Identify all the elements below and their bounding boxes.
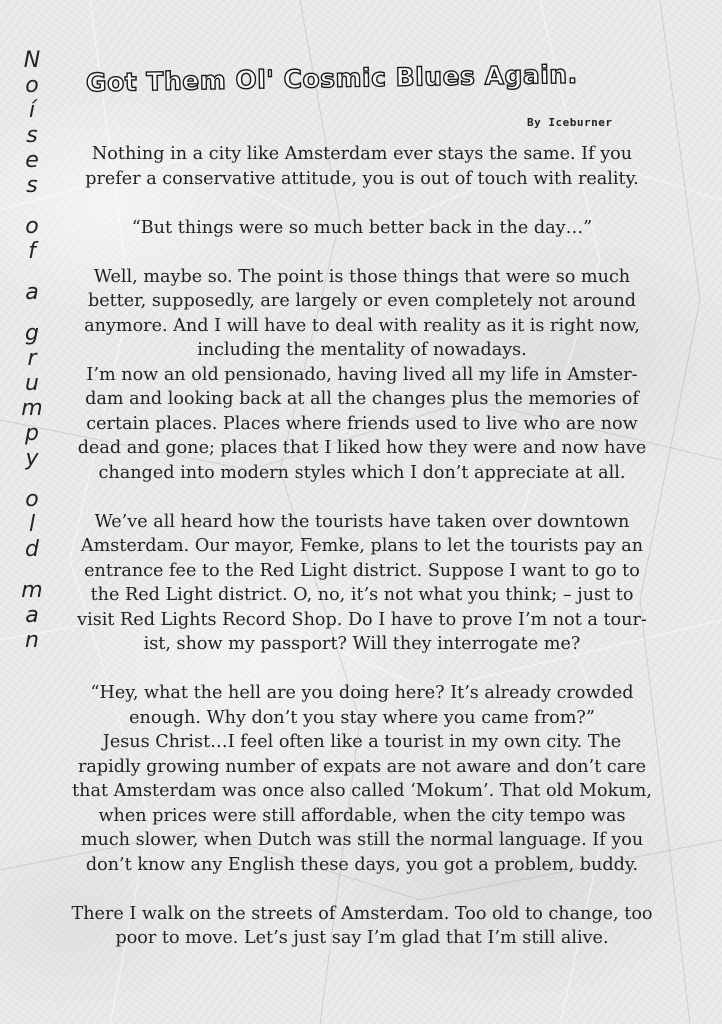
vertical-title-letter: l [28, 512, 36, 537]
vertical-title-letter: d [25, 537, 39, 562]
body-paragraph: Well, maybe so. The point is those things that were so much better, supposedly, are largely or even completely not around anymore. And I will have to deal with reality as it is right now, including the mentality of nowadays. I’m now an old pensionado, having lived all my life in Amster- dam and looking back at all the changes plus the memories of certain places. Places where friends used to live who are now dead and gone; places that I liked how they were and now have changed into modern styles which I don’t appreciate at all. [77, 266, 647, 483]
vertical-title-letter: m [21, 578, 43, 603]
vertical-title-letter: o [25, 73, 39, 98]
vertical-title-letter: a [25, 603, 39, 628]
paragraph-spacer [56, 877, 668, 902]
vertical-title-letter: g [25, 321, 39, 346]
vertical-title-letter: m [21, 396, 43, 421]
vertical-title-letter: y [25, 446, 39, 471]
vertical-title-letter: u [25, 371, 39, 396]
paragraph-spacer [56, 485, 668, 510]
vertical-title-letter: s [26, 123, 38, 148]
vertical-title-letter: p [25, 421, 39, 446]
vertical-title-letter: e [25, 148, 39, 173]
vertical-title-letter: í [28, 98, 36, 123]
vertical-series-title [14, 48, 50, 653]
vertical-title-letter: o [25, 487, 39, 512]
article-body [56, 142, 668, 951]
vertical-title-letter: N [23, 48, 41, 73]
vertical-title-letter: o [25, 214, 39, 239]
body-paragraph: “But things were so much better back in the day…” [131, 217, 593, 238]
body-paragraph: We’ve all heard how the tourists have taken over downtown Amsterdam. Our mayor, Femke, plans to let the tourists pay an entrance fee to the Red Light district. Suppose I want to go to the Red Light district. O, no, it’s not what you think; – just to visit Red Lights Record Shop. Do I have to prove I’m not a tour- ist, show my passport? Will they interrogate me? [77, 511, 647, 654]
vertical-title-letter: n [25, 628, 39, 653]
paragraph-spacer [56, 657, 668, 682]
paragraph-spacer [56, 191, 668, 216]
author-byline: By Iceburner [527, 116, 613, 129]
vertical-title-letter: r [27, 346, 37, 371]
article-title: Got Them Ol' Cosmic Blues Again. [85, 59, 578, 98]
vertical-title-letter: f [28, 239, 36, 264]
body-paragraph: Nothing in a city like Amsterdam ever stays the same. If you prefer a conservative attitude, you is out of touch with reality. [85, 144, 639, 189]
vertical-title-letter: a [25, 280, 39, 305]
body-paragraph: “Hey, what the hell are you doing here? It’s already crowded enough. Why don’t you stay where you came from?” Jesus Christ…I feel often like a tourist in my own city. The rapidly growing number of expats are not aware and don’t care that Amsterdam was once also called ‘Mokum’. That old Mokum, when prices were still affordable, when the city tempo was much slower, when Dutch was still the normal language. If you don’t know any English these days, you got a problem, buddy. [72, 683, 652, 875]
paragraph-spacer [56, 240, 668, 265]
body-paragraph: There I walk on the streets of Amsterdam. Too old to change, too poor to move. Let’s just say I’m glad that I’m still alive. [71, 903, 653, 948]
vertical-title-letter: s [26, 173, 38, 198]
